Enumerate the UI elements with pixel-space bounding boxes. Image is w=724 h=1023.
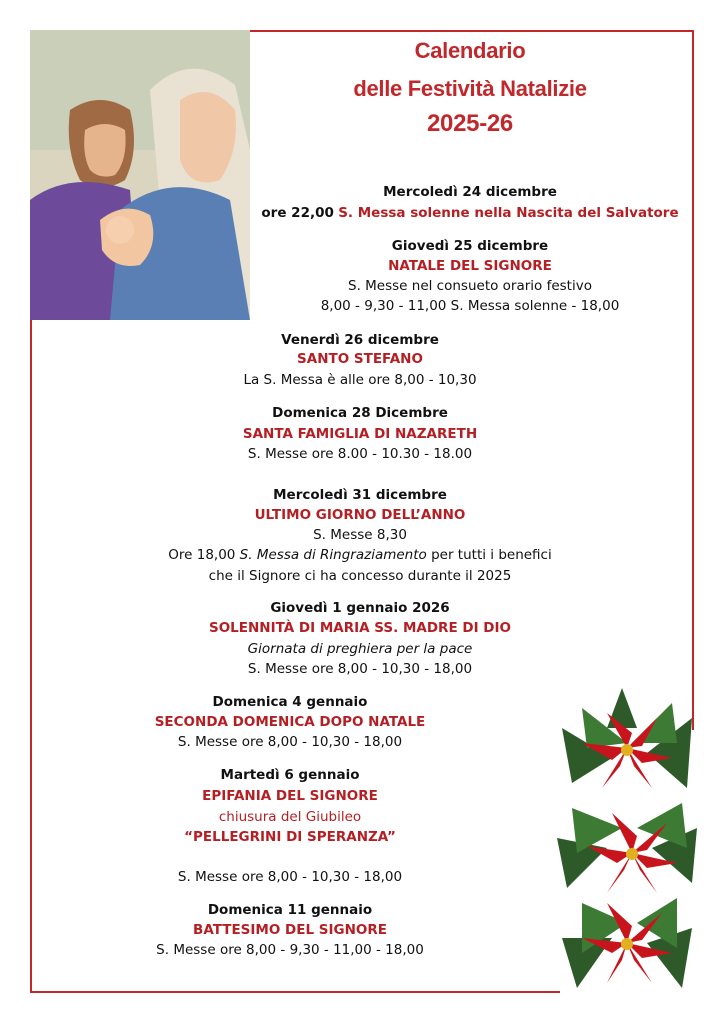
event-day: Martedì 6 gennaio [220, 767, 360, 783]
event-day: Domenica 4 gennaio [212, 694, 368, 710]
event-day: Venerdì 26 dicembre [281, 332, 439, 348]
border-top [250, 30, 694, 32]
title-year: 2025-26 [427, 110, 513, 137]
event-note: Giornata di preghiera per la pace [247, 641, 473, 657]
event-subtitle: chiusura del Giubileo [218, 809, 362, 825]
thanksgiving-time: Ore 18,00 [168, 547, 240, 563]
poinsettia-decoration [552, 688, 702, 1000]
event-day: Domenica 28 Dicembre [272, 405, 448, 421]
title-line-2: delle Festività Natalizie [353, 76, 587, 101]
border-left [30, 320, 32, 992]
event-times: 8,00 - 9,30 - 11,00 S. Messa solenne - 18,00 [320, 298, 620, 314]
event-day: Giovedì 25 dicembre [391, 238, 549, 254]
event-jubilee-motto: “PELLEGRINI DI SPERANZA” [184, 829, 396, 845]
event-feast: BATTESIMO DEL SIGNORE [193, 922, 387, 938]
border-bottom [30, 991, 560, 993]
event-feast: SANTO STEFANO [297, 351, 423, 367]
event-mass: S. Messa solenne nella Nascita del Salvatore [338, 205, 679, 221]
event-feast: SECONDA DOMENICA DOPO NATALE [154, 714, 426, 730]
event-day: Mercoledì 24 dicembre [383, 184, 557, 200]
title-line-1: Calendario [414, 38, 526, 63]
event-times: S. Messe ore 8,00 - 10,30 - 18,00 [247, 661, 473, 677]
thanksgiving-rest: per tutti i benefici [426, 547, 552, 563]
event-times: S. Messe ore 8,00 - 9,30 - 11,00 - 18,00 [156, 942, 424, 958]
holy-family-painting [30, 30, 250, 320]
event-times: S. Messe ore 8,00 - 10,30 - 18,00 [177, 734, 403, 750]
event-feast: NATALE DEL SIGNORE [388, 258, 552, 274]
event-times: S. Messe 8,30 [313, 527, 407, 543]
event-thanksgiving-line-2: che il Signore ci ha concesso durante il 2025 [208, 568, 512, 584]
event-times: S. Messe ore 8,00 - 10,30 - 18,00 [177, 869, 403, 885]
event-note: S. Messe nel consueto orario festivo [348, 278, 592, 294]
event-times: La S. Messa è alle ore 8,00 - 10,30 [243, 372, 477, 388]
border-right [692, 30, 694, 730]
event-feast: EPIFANIA DEL SIGNORE [202, 788, 378, 804]
event-feast: ULTIMO GIORNO DELL’ANNO [254, 507, 466, 523]
event-feast: SANTA FAMIGLIA DI NAZARETH [242, 426, 478, 442]
thanksgiving-mass: S. Messa di Ringraziamento [239, 547, 427, 563]
event-day: Domenica 11 gennaio [207, 902, 373, 918]
event-time: ore 22,00 [261, 205, 334, 221]
event-line [261, 204, 678, 222]
event-feast: SOLENNITÀ DI MARIA SS. MADRE DI DIO [208, 620, 512, 636]
event-day: Giovedì 1 gennaio 2026 [270, 600, 450, 616]
event-thanksgiving-line [168, 546, 551, 564]
event-day: Mercoledì 31 dicembre [273, 487, 447, 503]
event-times: S. Messe ore 8.00 - 10.30 - 18.00 [247, 446, 473, 462]
